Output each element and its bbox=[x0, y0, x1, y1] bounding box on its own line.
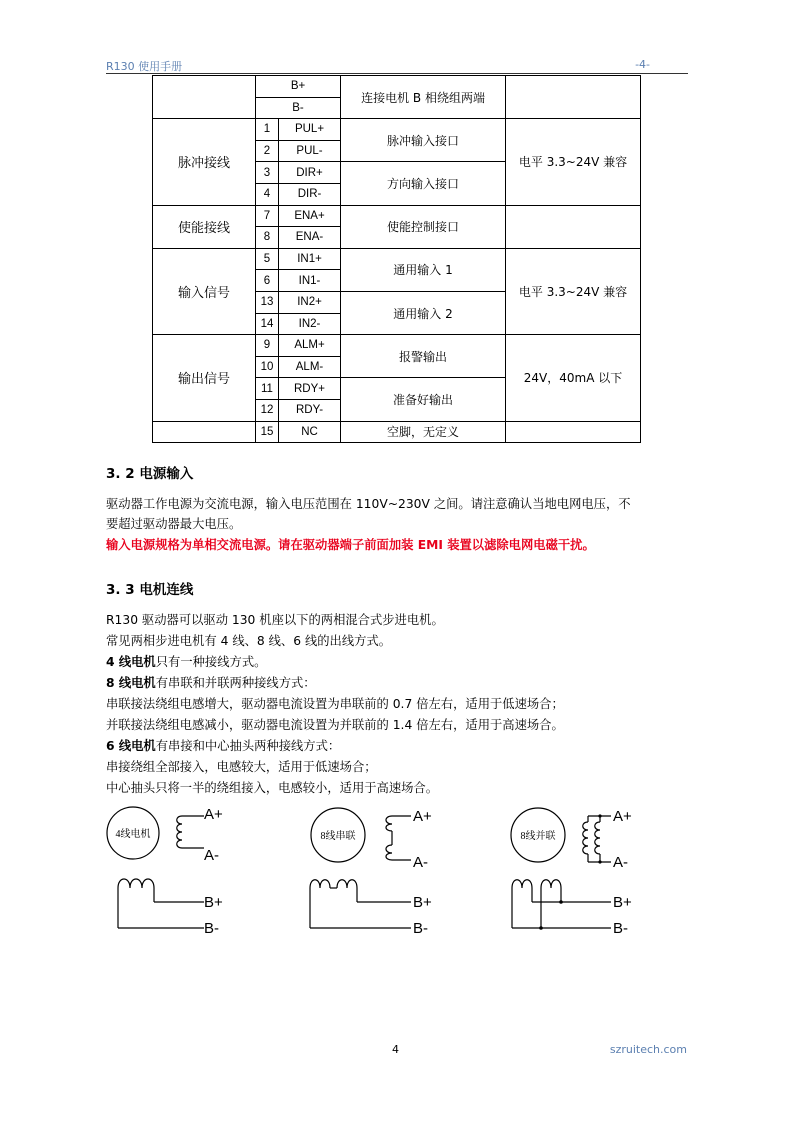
diagram-label: 4线电机 bbox=[115, 829, 151, 840]
terminal-a-plus: A+ bbox=[204, 806, 223, 823]
power-paragraph-line2: 要超过驱动器最大电压。 bbox=[106, 517, 242, 531]
pin-number: 15 bbox=[256, 421, 279, 443]
diagram-4-wire bbox=[107, 807, 204, 928]
signal-cell: IN2+ bbox=[279, 291, 341, 313]
footer-website: szruitech.com bbox=[609, 1043, 687, 1056]
diagram-8-series bbox=[310, 808, 411, 928]
motor-paragraph-line1: R130 驱动器可以驱动 130 机座以下的两相混合式步进电机。 bbox=[106, 613, 444, 627]
pin-number: 11 bbox=[256, 378, 279, 400]
four-wire-line bbox=[106, 652, 266, 672]
terminal-a-minus: A- bbox=[413, 854, 428, 871]
terminal-a-plus: A+ bbox=[413, 808, 432, 825]
terminal-a-minus: A- bbox=[613, 854, 628, 871]
signal-cell: RDY+ bbox=[279, 378, 341, 400]
six-series-text: 串接绕组全部接入，电感较大，适用于低速场合； bbox=[106, 760, 377, 774]
series-text: 串联接法绕组电感增大，驱动器电流设置为串联前的 0.7 倍左右，适用于低速场合； bbox=[106, 697, 564, 711]
level-cell: 24V，40mA 以下 bbox=[506, 335, 641, 421]
table-row bbox=[153, 205, 641, 227]
pin-number: 2 bbox=[256, 140, 279, 162]
level-cell: 电平 3.3~24V 兼容 bbox=[506, 248, 641, 334]
winding-a1 bbox=[583, 822, 588, 854]
pin-number: 12 bbox=[256, 399, 279, 421]
pin-number: 10 bbox=[256, 356, 279, 378]
group-cell-enable: 使能接线 bbox=[153, 205, 256, 248]
signal-cell: IN2- bbox=[279, 313, 341, 335]
table-row bbox=[153, 76, 641, 98]
parallel-text: 并联接法绕组电感减小，驱动器电流设置为并联前的 1.4 倍左右，适用于高速场合。 bbox=[106, 718, 564, 732]
six-center-text: 中心抽头只将一半的绕组接入，电感较小，适用于高速场合。 bbox=[106, 781, 439, 795]
terminal-b-minus: B- bbox=[204, 920, 219, 937]
pin-number: 3 bbox=[256, 162, 279, 184]
six-wire-line bbox=[106, 736, 340, 756]
six-wire-label: 6 线电机 bbox=[106, 739, 156, 753]
winding-b2 bbox=[541, 880, 561, 888]
signal-cell: ENA- bbox=[279, 227, 341, 249]
winding-a2 bbox=[386, 845, 392, 860]
table-cell-empty bbox=[153, 421, 256, 443]
signal-cell: DIR+ bbox=[279, 162, 341, 184]
winding-b bbox=[118, 879, 154, 888]
table-row bbox=[153, 248, 641, 270]
winding-a2 bbox=[595, 822, 600, 854]
four-wire-label: 4 线电机 bbox=[106, 655, 156, 669]
desc-cell: 方向输入接口 bbox=[341, 162, 506, 205]
pin-number: 14 bbox=[256, 313, 279, 335]
pin-number: 5 bbox=[256, 248, 279, 270]
signal-cell: PUL+ bbox=[279, 119, 341, 141]
terminal-a-plus: A+ bbox=[613, 808, 632, 825]
table-cell-empty bbox=[506, 76, 641, 119]
section-heading-power: 3. 2 电源输入 bbox=[106, 466, 194, 482]
power-warning: 输入电源规格为单相交流电源。请在驱动器端子前面加装 EMI 装置以滤除电网电磁干扰。 bbox=[106, 538, 595, 552]
pin-number: 1 bbox=[256, 119, 279, 141]
signal-cell: NC bbox=[279, 421, 341, 443]
desc-cell: 通用输入 2 bbox=[341, 291, 506, 334]
diagram-8-parallel bbox=[511, 808, 611, 928]
terminal-b-plus: B+ bbox=[613, 894, 632, 911]
winding-a bbox=[177, 816, 182, 848]
footer-page-number: 4 bbox=[392, 1043, 399, 1056]
terminal-a-minus: A- bbox=[204, 847, 219, 864]
desc-cell: 连接电机 B 相绕组两端 bbox=[341, 76, 506, 119]
signal-cell: ALM- bbox=[279, 356, 341, 378]
table-cell-empty bbox=[506, 421, 641, 443]
table-cell-empty bbox=[153, 76, 256, 119]
wiring-diagrams bbox=[100, 798, 660, 943]
desc-cell: 报警输出 bbox=[341, 335, 506, 378]
terminal-b-plus: B+ bbox=[413, 894, 432, 911]
signal-cell: DIR- bbox=[279, 183, 341, 205]
signal-cell: IN1- bbox=[279, 270, 341, 292]
six-wire-text: 有串接和中心抽头两种接线方式： bbox=[155, 739, 341, 753]
pin-definition-table bbox=[152, 75, 641, 443]
winding-a1 bbox=[386, 816, 392, 831]
pin-number: 4 bbox=[256, 183, 279, 205]
signal-cell: PUL- bbox=[279, 140, 341, 162]
diagram-label: 8线并联 bbox=[520, 831, 556, 842]
terminal-b-plus: B+ bbox=[204, 894, 223, 911]
pin-number: 6 bbox=[256, 270, 279, 292]
desc-cell: 空脚，无定义 bbox=[341, 421, 506, 443]
eight-wire-line bbox=[106, 673, 316, 693]
signal-cell: RDY- bbox=[279, 399, 341, 421]
eight-wire-text: 有串联和并联两种接线方式： bbox=[155, 676, 316, 690]
desc-cell: 准备好输出 bbox=[341, 378, 506, 421]
group-cell-input: 输入信号 bbox=[153, 248, 256, 334]
signal-cell: ALM+ bbox=[279, 335, 341, 357]
pin-number: 8 bbox=[256, 227, 279, 249]
eight-wire-label: 8 线电机 bbox=[106, 676, 156, 690]
table-row bbox=[153, 335, 641, 357]
power-paragraph-line1: 驱动器工作电源为交流电源，输入电压范围在 110V~230V 之间。请注意确认当地电网电压，不 bbox=[106, 497, 631, 511]
group-cell-output: 输出信号 bbox=[153, 335, 256, 421]
group-cell-pulse: 脉冲接线 bbox=[153, 119, 256, 205]
table-row bbox=[153, 421, 641, 443]
pin-number: 13 bbox=[256, 291, 279, 313]
section-heading-motor: 3. 3 电机连线 bbox=[106, 582, 194, 598]
motor-paragraph-line2: 常见两相步进电机有 4 线、8 线、6 线的出线方式。 bbox=[106, 634, 392, 648]
signal-cell: B- bbox=[256, 97, 341, 119]
desc-cell: 脉冲输入接口 bbox=[341, 119, 506, 162]
header-page-marker: -4- bbox=[635, 58, 650, 71]
desc-cell: 通用输入 1 bbox=[341, 248, 506, 291]
signal-cell: B+ bbox=[256, 76, 341, 98]
table-row bbox=[153, 119, 641, 141]
table-cell-empty bbox=[506, 205, 641, 248]
terminal-b-minus: B- bbox=[613, 920, 628, 937]
terminal-b-minus: B- bbox=[413, 920, 428, 937]
pin-number: 7 bbox=[256, 205, 279, 227]
winding-b1 bbox=[310, 880, 330, 888]
diagram-label: 8线串联 bbox=[320, 831, 356, 842]
signal-cell: ENA+ bbox=[279, 205, 341, 227]
desc-cell: 使能控制接口 bbox=[341, 205, 506, 248]
signal-cell: IN1+ bbox=[279, 248, 341, 270]
pin-number: 9 bbox=[256, 335, 279, 357]
winding-b1 bbox=[512, 880, 532, 888]
manual-title: R130 使用手册 bbox=[106, 60, 183, 73]
winding-b2 bbox=[337, 880, 357, 888]
page-header bbox=[106, 56, 688, 74]
level-cell: 电平 3.3~24V 兼容 bbox=[506, 119, 641, 205]
four-wire-text: 只有一种接线方式。 bbox=[155, 655, 267, 669]
